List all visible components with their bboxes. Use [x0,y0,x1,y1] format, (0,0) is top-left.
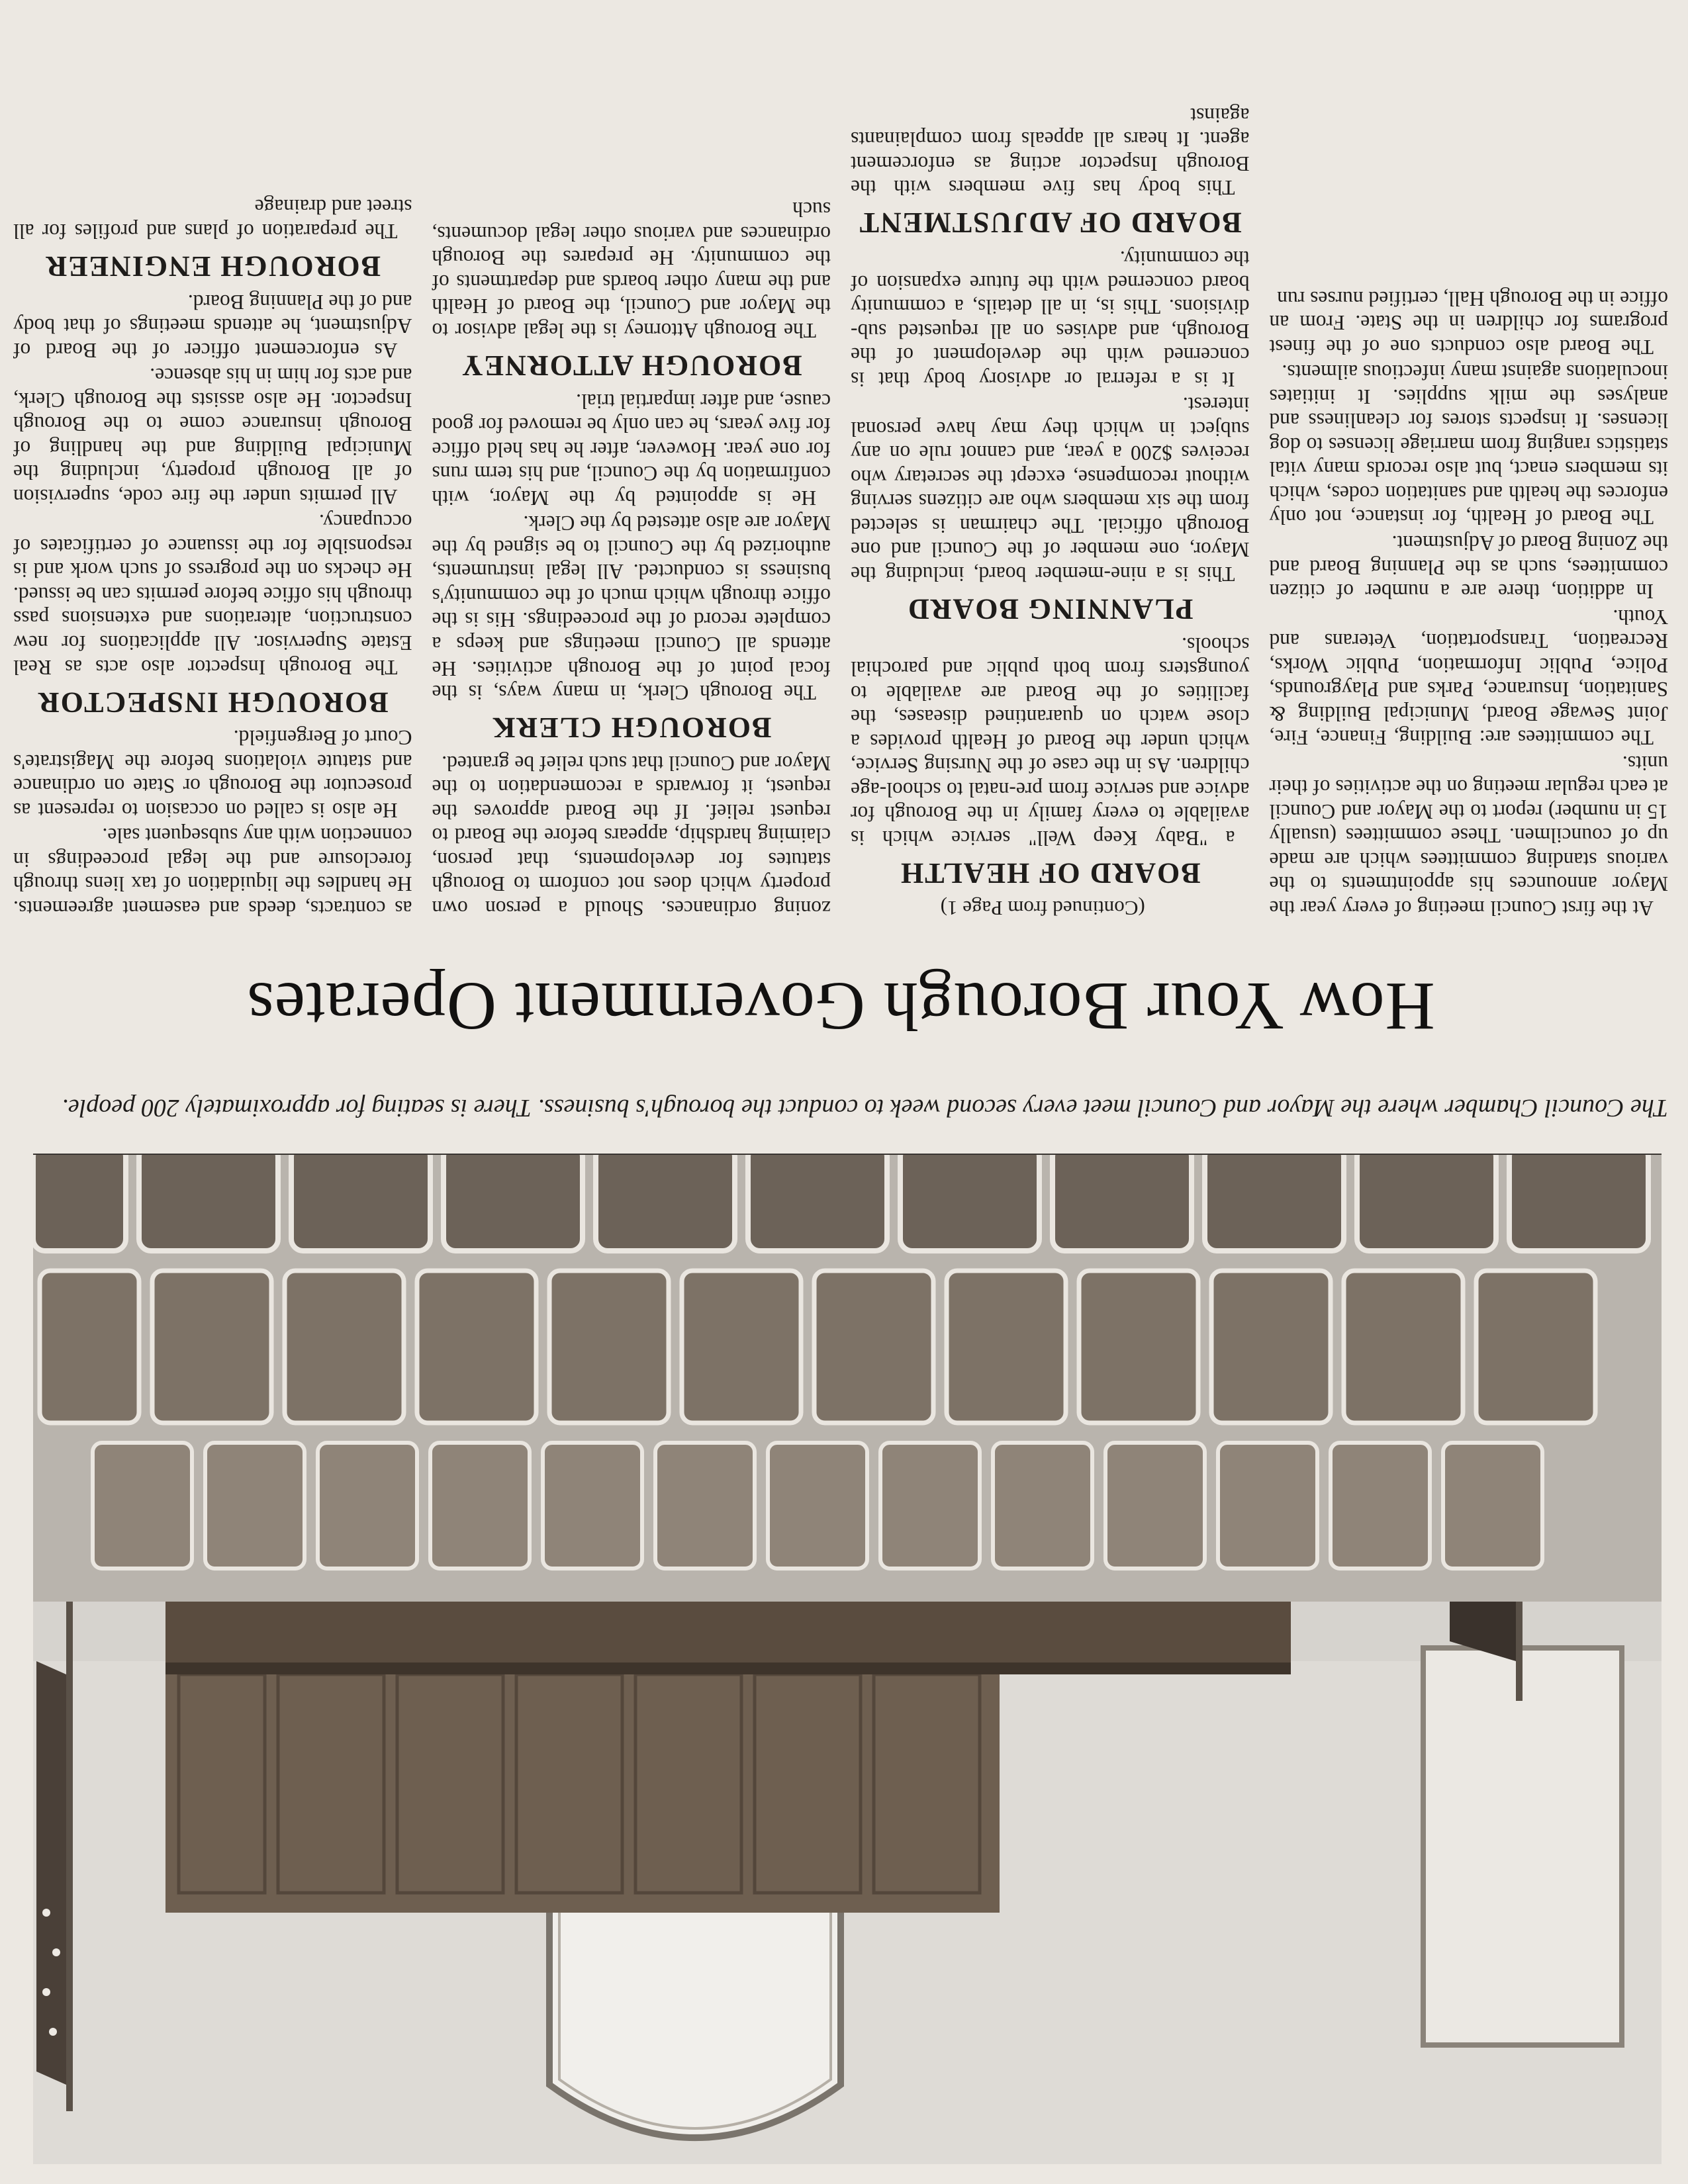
article-paragraph: At the first Council meeting of every year the Mayor announces his appointments to the various standing committees which are made up of councilmen. These committees (usually 15 in number) report to the Mayor and Council at each regular meeting on the activities of their units. [1269,751,1668,920]
section-heading: BOROUGH ENGINEER [44,250,381,283]
article-paragraph: The Board also conducts one of the finest programs for children in the State. From an office in the Borough Hall, certified nurses run [1269,287,1668,359]
article-columns [13,7,1668,920]
article-paragraph: He is appointed by the Mayor, with confirmation by the Council, and his term runs for one year. However, after he has held office for five years, he can only be removed for good cause, and after impartial trial. [432,389,831,510]
article-paragraph: as contracts, deeds and easement agreements. He handles the liquidation of tax liens through foreclosure and the legal proceedings in connection with any subsequent sale. [13,824,412,920]
section-heading: BOARD OF HEALTH [899,857,1201,890]
section-heading: BOROUGH INSPECTOR [36,686,389,719]
section-heading: PLANNING BOARD [906,593,1194,626]
article-paragraph: The committees are: Building, Finance, Fire, Joint Sewage Board, Municipal Building & Sanitation, Insurance, Parks and Playgrounds, Police, Public Information, Public Works, Recreation, Transportation, Veterans and Youth. [1269,605,1668,750]
article-column-1 [1270,7,1669,920]
article-paragraph: The preparation of plans and profiles for all street and drainage [13,195,412,243]
continued-note: (Continued from Page 1) [940,897,1145,920]
council-chamber-photo [33,1154,1662,2164]
article-paragraph: The Borough Inspector also acts as Real Estate Supervisor. All applications for new construction, alterations and extensions pass through his office before permits can be issued. He checks on the progress of such work and is responsible for the issuance of certificates of occupancy. [13,510,412,679]
article-paragraph: This body has five members with the Borough Inspector acting as enforcement agent. It hears all appeals from complainants against [851,103,1250,200]
photo-caption: The Council Chamber where the Mayor and Council meet every second week to conduct the borough's business. There is seating for approximately 200 people. [62,1094,1668,1122]
section-heading: BOARD OF ADJUSTMENT [858,206,1242,240]
article-paragraph: All permits under the fire code, supervision of all Borough property, including the Municipal Building and the handling of Borough insurance come to the Borough Inspector. He also assists the Borough Clerk, and acts for him in his absence. [13,364,412,508]
page-headline: How Your Borough Government Operates [246,968,1435,1044]
article-paragraph: As enforcement officer of the Board of Adjustment, he attends meetings of that body and of the Planning Board. [13,290,412,362]
article-paragraph: He also is called on occasion to represent as prosecutor the Borough or State on ordinance and statute violations before the Magistrate's Court of Bergenfield. [13,726,412,822]
article-paragraph: The Borough Attorney is the legal advisor to the Mayor and Council, the Board of Health and the many other boards and departments of the community. He prepares the Borough ordinances and various other legal documents, such [432,198,831,342]
article-paragraph: a "Baby Keep Well" service which is available to every family in the Borough for advice and service from pre-natal to school-age children. As in the case of the Nursing Service, which under the Board of Health provides a close watch on quarantined diseases, the facilities of the Board are available to youngsters from both public and parochial schools. [851,633,1250,850]
article-paragraph: The Board of Health, for instance, not only enforces the health and sanitation codes, which its members enact, but also records many vital statistics ranging from marriage licenses to dog licenses. It inspects stores for cleanliness and analyses the milk supplies. It initiates inoculations against many infectious ailments. [1269,361,1668,529]
article-column-3 [432,7,831,920]
council-chamber-illustration [33,1155,1662,2164]
article-paragraph: In addition, there are a number of citizen committees, such as the Planning Board and the Zoning Board of Adjustment. [1269,531,1668,604]
article-paragraph: It is a referral or advisory body that is concerned with the development of the Borough, and advises on all requested sub-divisions. This is, in all details, a community board concerned with the future expansion of the community. [851,246,1250,391]
section-heading: BOROUGH ATTORNEY [460,349,802,383]
article-paragraph: This is a nine-member board, including the Mayor, one member of the Council and one Borough official. The chairman is selected from the six members who are citizens serving without recompense, except the secretary who receives $200 a year, and cannot rule on any subject in which they may have personal interest. [851,393,1250,586]
section-heading: BOROUGH CLERK [491,711,772,745]
article-column-4 [13,7,412,920]
article-paragraph: zoning ordinances. Should a person own property which does not conform to Borough statutes for developments, that person, claiming hardship, appears before the Board to request relief. If the Board approves the request, it forwards a recomendation to the Mayor and Council that such relief be granted. [432,751,831,920]
article-paragraph: The Borough Clerk, in many ways, is the focal point of the Borough activities. He attends all Council meetings and keeps a complete record of the proceedings. His is the office through which much of the community's business is conducted. All legal instruments, authorized by the Council to be signed by the Mayor are also attested by the Clerk. [432,512,831,705]
article-column-2 [851,7,1250,920]
